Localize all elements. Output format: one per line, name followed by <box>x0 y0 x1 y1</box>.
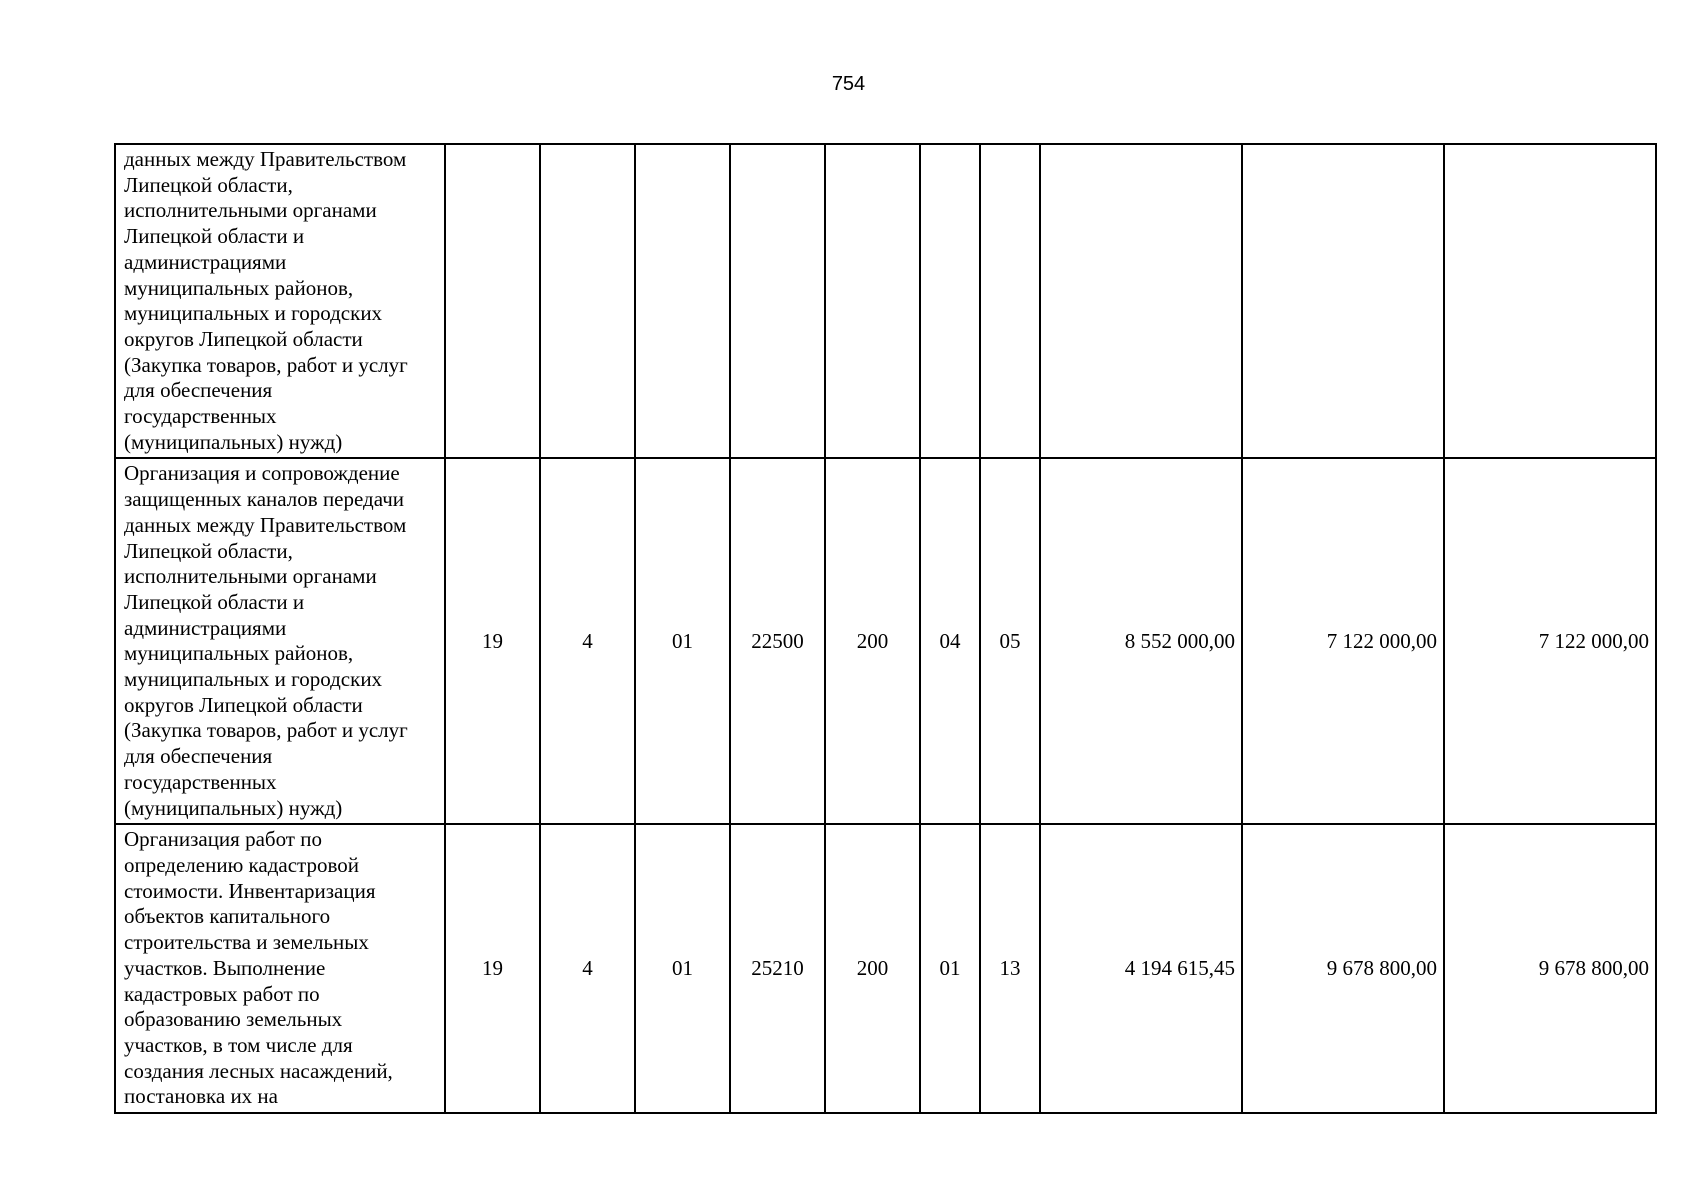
cell-amount-year-1: 4 194 615,45 <box>1040 824 1242 1113</box>
description-line: данных между Правительством <box>124 512 407 537</box>
cell-amount-year-2: 9 678 800,00 <box>1242 824 1444 1113</box>
description-line: Липецкой области и <box>124 589 305 614</box>
description-line: (муниципальных) нужд) <box>124 795 343 820</box>
cell-subprogram: 4 <box>540 458 635 824</box>
cell-subprogram: 4 <box>540 824 635 1113</box>
cell-amount-year-2 <box>1242 144 1444 458</box>
description-line: муниципальных и городских <box>124 667 383 692</box>
row-description <box>115 144 445 458</box>
description-line: Липецкой области и <box>124 224 305 249</box>
description-line: данных между Правительством <box>124 147 407 171</box>
budget-table <box>114 143 1657 1114</box>
description-line: округов Липецкой области <box>124 692 363 717</box>
description-line: кадастровых работ по <box>124 981 320 1006</box>
description-line: строительства и земельных <box>124 930 369 955</box>
description-line: объектов капитального <box>124 904 331 929</box>
description-line: стоимости. Инвентаризация <box>124 878 376 903</box>
description-line: образованию земельных <box>124 1007 343 1032</box>
cell-section <box>920 144 980 458</box>
cell-amount-year-2: 7 122 000,00 <box>1242 458 1444 824</box>
cell-section: 04 <box>920 458 980 824</box>
description-line: администрациями <box>124 615 287 640</box>
cell-amount-year-3: 7 122 000,00 <box>1444 458 1656 824</box>
cell-program <box>445 144 540 458</box>
row-description <box>115 458 445 824</box>
cell-direction: 22500 <box>730 458 825 824</box>
description-line: муниципальных районов, <box>124 641 354 666</box>
row-description <box>115 824 445 1113</box>
cell-amount-year-3 <box>1444 144 1656 458</box>
description-line: государственных <box>124 404 277 429</box>
cell-amount-year-1: 8 552 000,00 <box>1040 458 1242 824</box>
description-line: Липецкой области, <box>124 538 293 563</box>
cell-expense-type: 200 <box>825 824 920 1113</box>
description-line: администрациями <box>124 249 287 274</box>
description-line: исполнительными органами <box>124 198 377 223</box>
cell-program: 19 <box>445 458 540 824</box>
cell-main-activity: 01 <box>635 458 730 824</box>
cell-subprogram <box>540 144 635 458</box>
description-line: муниципальных районов, <box>124 275 354 300</box>
description-line: для обеспечения <box>124 744 273 769</box>
table-row <box>115 824 1656 1113</box>
description-line: постановка их на <box>124 1084 278 1109</box>
table-row <box>115 144 1656 458</box>
description-line: защищенных каналов передачи <box>124 487 405 512</box>
description-line: муниципальных и городских <box>124 301 383 326</box>
cell-direction: 25210 <box>730 824 825 1113</box>
description-line: (Закупка товаров, работ и услуг <box>124 352 408 377</box>
description-line: создания лесных насаждений, <box>124 1058 393 1083</box>
cell-main-activity: 01 <box>635 824 730 1113</box>
cell-direction <box>730 144 825 458</box>
description-line: для обеспечения <box>124 378 273 403</box>
cell-amount-year-1 <box>1040 144 1242 458</box>
cell-expense-type <box>825 144 920 458</box>
cell-expense-type: 200 <box>825 458 920 824</box>
description-line: государственных <box>124 769 277 794</box>
cell-program: 19 <box>445 824 540 1113</box>
cell-amount-year-3: 9 678 800,00 <box>1444 824 1656 1113</box>
cell-subsection: 05 <box>980 458 1040 824</box>
description-line: участков. Выполнение <box>124 955 326 980</box>
description-line: Липецкой области, <box>124 172 293 197</box>
description-line: Организация работ по <box>124 827 322 852</box>
description-line: (муниципальных) нужд) <box>124 429 343 454</box>
table-row <box>115 458 1656 824</box>
description-line: исполнительными органами <box>124 564 377 589</box>
description-line: округов Липецкой области <box>124 326 363 351</box>
description-line: (Закупка товаров, работ и услуг <box>124 718 408 743</box>
cell-section: 01 <box>920 824 980 1113</box>
description-line: Организация и сопровождение <box>124 461 400 486</box>
description-line: определению кадастровой <box>124 852 359 877</box>
cell-subsection: 13 <box>980 824 1040 1113</box>
cell-subsection <box>980 144 1040 458</box>
description-line: участков, в том числе для <box>124 1032 353 1057</box>
cell-main-activity <box>635 144 730 458</box>
page-number: 754 <box>831 73 866 95</box>
